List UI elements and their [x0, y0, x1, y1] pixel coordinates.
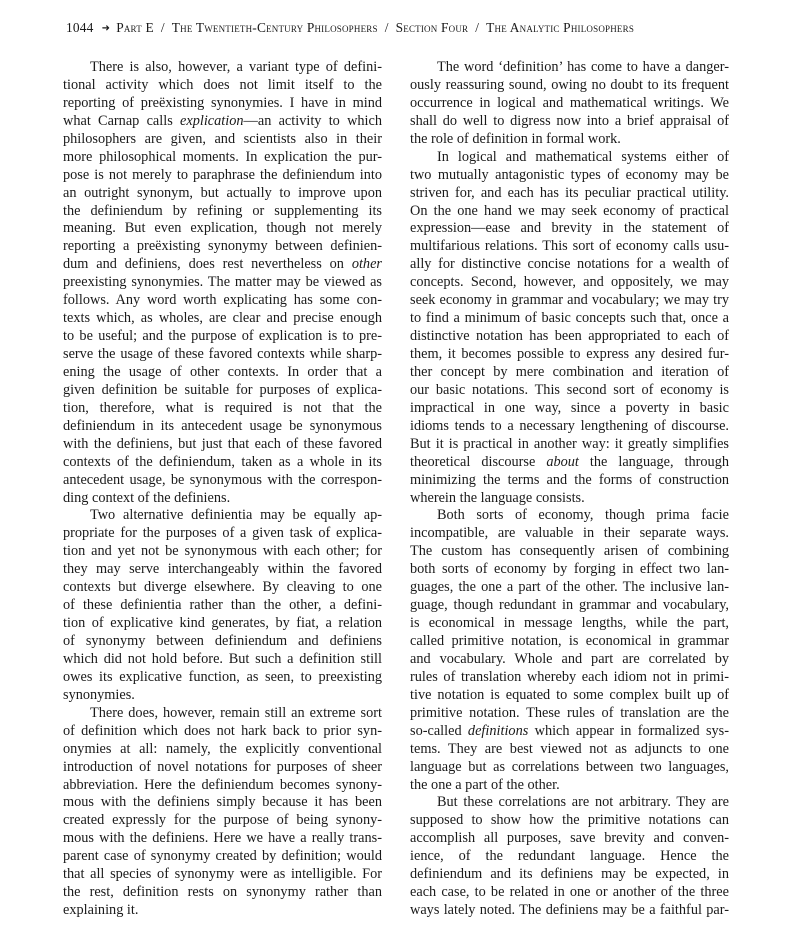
text-line: guage, though redundant in grammar and vocabulary,: [410, 597, 729, 614]
text-line: pose is not merely to paraphrase the definiendum into: [63, 166, 382, 183]
text-line: with the definiens, but just that each of these favored: [63, 435, 382, 452]
text-line: each case, to be related in one or another of the three: [410, 884, 729, 901]
text-line: multifarious relations. This sort of economy calls usu-: [410, 238, 729, 255]
text-line: what Carnap calls explication—an activity to which: [63, 112, 383, 129]
text-line: wherein the language consists.: [410, 489, 585, 506]
text-line: reporting a preëxisting synonymy between definien-: [63, 238, 382, 255]
text-line: idioms tends to a necessary lengthening of discourse.: [410, 417, 729, 434]
text-line: mous with the definiens simply because it has been: [63, 794, 382, 811]
text-line: they may serve interchangeably within the favored: [63, 561, 382, 578]
text-line: the definiendum by refining or supplementing its: [63, 202, 382, 219]
text-line: definiendum and its definiens may be expected, in: [410, 866, 729, 883]
text-line: tional activity which does not limit itself to the: [63, 76, 382, 93]
text-line: Two alternative definientia may be equally ap-: [90, 507, 382, 524]
text-line: the rest, definition rests on synonymy rather than: [63, 884, 382, 901]
text-line: to be useful; and the purpose of explication is to pre-: [63, 328, 382, 345]
text-line: of synonymy between definiendum and definiens: [63, 633, 382, 649]
text-line: In logical and mathematical systems either of: [437, 148, 729, 165]
right-text-column: [410, 59, 729, 920]
text-line: ously reassuring sound, owing no doubt to its frequent: [410, 76, 729, 93]
text-line: accomplish all purposes, save brevity and conven-: [410, 830, 729, 847]
left-text-column: [63, 59, 382, 920]
text-line: The word ‘definition’ has come to have a danger-: [437, 59, 729, 75]
header-separator: /: [475, 20, 480, 35]
text-line: ally for distinctive concise notations for a wealth of: [410, 256, 729, 273]
text-line: serve the usage of these favored contexts while sharp-: [63, 346, 382, 362]
text-line: supposed to show how the primitive notations can: [410, 812, 729, 829]
text-line: Both sorts of economy, though prima facie: [437, 507, 729, 524]
text-line: tems. They are best viewed not as adjuncts to one: [410, 740, 729, 757]
header-separator: /: [160, 20, 165, 35]
text-line: and vocabulary. Whole and part are correlated by: [410, 650, 729, 667]
text-line: explaining it.: [63, 902, 139, 919]
text-line: occurrence in logical and mathematical writings. We: [410, 94, 729, 111]
text-line: which did not hold before. But such a definition still: [63, 650, 382, 667]
part-label: Part E: [116, 20, 154, 35]
text-line: meaning. But even explication, though not merely: [63, 220, 382, 237]
text-line: concepts. Second, however, and oppositely, we may: [410, 274, 729, 291]
text-line: tion of explicative kind generates, by fiat, a relation: [63, 615, 382, 632]
text-line: two mutually antagonistic types of economy may be: [410, 166, 729, 183]
text-line: of these definientia rather than the other, a defini-: [63, 597, 382, 614]
text-line: given definition be suitable for purposes of explica-: [63, 381, 382, 398]
text-line: ther concept by mere combination and iteration of: [410, 363, 729, 380]
text-line: But it is practical in another way: it greatly simplifies: [410, 435, 729, 452]
text-line: ding context of the definiens.: [63, 489, 231, 506]
text-line: There does, however, remain still an extreme sort: [90, 704, 382, 721]
text-line: contexts but diverge elsewhere. By cleaving to one: [63, 579, 382, 596]
text-line: tion and yet not be synonymous with each other; for: [63, 543, 382, 560]
text-line: both sorts of economy by forging in effect two lan-: [410, 561, 729, 578]
text-line: dum and definiens, does rest nevertheless on other: [63, 256, 382, 273]
text-line: antecedent usage, be synonymous with the correspon-: [63, 471, 382, 488]
book-title: The Twentieth-Century Philosophers: [171, 20, 378, 35]
text-line: distinctive notation has been appropriated to each of: [410, 328, 729, 345]
text-line: striven for, and each has its peculiar practical utility.: [410, 184, 729, 201]
text-line: that all species of synonymy were as intelligible. For: [63, 866, 382, 883]
text-line: follows. Any word worth explicating has some con-: [63, 292, 382, 309]
text-line: propriate for the purposes of a given task of explica-: [63, 525, 382, 542]
text-line: There is also, however, a variant type of defini-: [90, 59, 382, 75]
text-line: of definition which does not hark back to prior syn-: [63, 722, 382, 739]
text-line: the role of definition in formal work.: [410, 130, 621, 147]
text-line: so-called definitions which appear in formalized sys-: [410, 722, 729, 739]
text-line: onymies at all: namely, the explicitly conventional: [63, 740, 382, 757]
text-line: contexts of the definiendum, taken as a whole in its: [63, 453, 382, 470]
text-line: the one a part of the other.: [410, 776, 560, 793]
text-line: synonymies.: [63, 686, 135, 703]
text-line: expression—ease and brevity in the statement of: [410, 220, 729, 237]
text-line: is economical in message lengths, while the part,: [410, 615, 729, 632]
text-line: mous with the definiens. Here we have a really trans-: [63, 830, 382, 847]
text-line: an outright synonym, but actually to improve upon: [63, 184, 382, 201]
text-line: created expressly for the purpose of being synony-: [63, 812, 382, 829]
text-line: tive notation is equated to some complex built up of: [410, 686, 729, 703]
text-line: incompatible, are valuable in their separate ways.: [410, 525, 729, 542]
text-line: preexisting synonymies. The matter may be viewed as: [63, 274, 382, 291]
text-line: The custom has consequently arisen of combining: [410, 543, 729, 560]
text-line: introduction of novel notations for purposes of sheer: [63, 758, 382, 775]
text-line: philosophers are given, and scientists also in their: [63, 130, 382, 147]
page-number: 1044: [66, 20, 94, 35]
text-line: minimizing the terms and the forms of construction: [410, 471, 729, 488]
text-line: seek economy in grammar and vocabulary; we may try: [410, 292, 729, 309]
text-line: ening the usage of other contexts. In order that a: [63, 363, 382, 380]
header-separator: /: [384, 20, 389, 35]
text-line: abbreviation. Here the definiendum becomes synony-: [63, 776, 382, 793]
text-line: tion, therefore, what is required is not that the: [63, 399, 382, 416]
section-label: Section Four: [395, 20, 469, 35]
text-line: them, it becomes possible to express any desired fur-: [410, 346, 729, 362]
text-line: rules of translation whereby each idiom not in primi-: [410, 668, 729, 685]
text-line: shall do well to digress now into a brief appraisal of: [410, 112, 729, 129]
text-line: texts which, as wholes, are clear and precise enough: [63, 310, 382, 327]
text-line: ways lately noted. The definiens may be a faithful par-: [410, 902, 729, 919]
text-line: theoretical discourse about the language, through: [410, 453, 729, 470]
section-title: The Analytic Philosophers: [486, 20, 635, 35]
text-line: definiendum in its antecedent usage be synonymous: [63, 417, 382, 434]
text-line: ience, of the redundant language. Hence the: [410, 848, 729, 865]
text-line: more philosophical moments. In explication the pur-: [63, 148, 382, 165]
text-line: parent case of synonymy created by definition; would: [63, 848, 382, 865]
text-line: owes its explicative function, as seen, to preexisting: [63, 668, 382, 685]
text-line: impractical in one way, since a poverty in basic: [410, 399, 729, 416]
text-line: our basic notations. This second sort of economy is: [410, 381, 729, 398]
running-head: [66, 20, 736, 37]
text-line: called primitive notation, is economical in grammar: [410, 633, 729, 649]
text-line: But these correlations are not arbitrary. They are: [437, 794, 729, 811]
text-line: language but as correlations between two languages,: [410, 758, 729, 775]
text-line: guages, the one a part of the other. The inclusive lan-: [410, 579, 729, 596]
text-line: On the one hand we may seek economy of practical: [410, 202, 729, 219]
text-line: primitive notation. These rules of translation are the: [410, 704, 729, 721]
text-line: reporting of preëxisting synonymies. I have in mind: [63, 94, 382, 111]
text-line: to find a minimum of basic concepts such that, once a: [410, 310, 729, 327]
arrow-icon: ➜: [101, 23, 111, 34]
